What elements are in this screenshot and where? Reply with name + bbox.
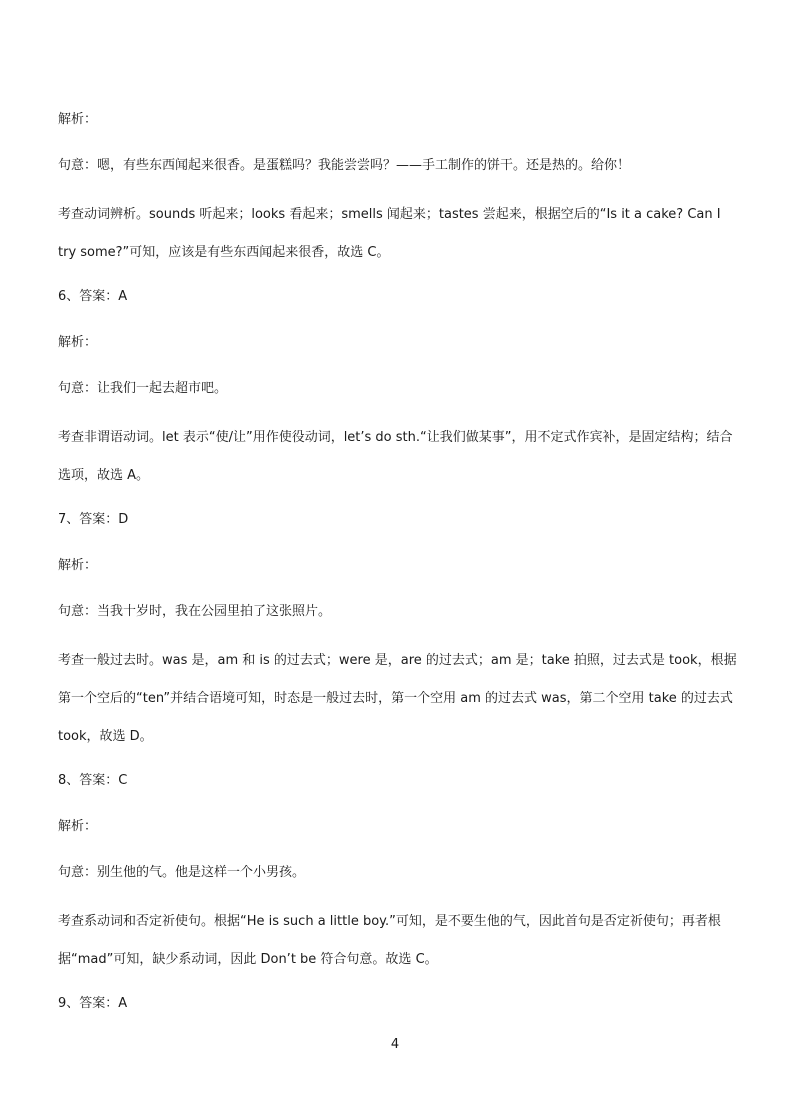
- answer-heading: 9、答案：A: [58, 996, 128, 1011]
- explanation-paragraph: 考查动词辨析。sounds 听起来；looks 看起来；smells 闻起来；tastes 尝起来，根据空后的“Is it a cake? Can I try some?”可知，应该是有些东西闻起来很香，故选 C。: [58, 207, 721, 260]
- analysis-label: 解析：: [58, 558, 98, 573]
- sentence-meaning: 句意：别生他的气。他是这样一个小男孩。: [58, 865, 306, 880]
- explanation-paragraph: 考查非谓语动词。let 表示“使/让”用作使役动词，let’s do sth.“让我们做某事”，用不定式作宾补，是固定结构；结合选项，故选 A。: [58, 430, 733, 483]
- explanation-paragraph: 考查一般过去时。was 是，am 和 is 的过去式；were 是，are 的过去式；am 是；take 拍照，过去式是 took，根据第一个空后的“ten”并结合语境可知，时态是一般过去时，第一个空用 am 的过去式 was，第二个空用 take 的过去式 took，故选 D。: [58, 653, 737, 744]
- sentence-meaning: 句意：当我十岁时，我在公园里拍了这张照片。: [58, 604, 332, 619]
- answer-heading: 8、答案：C: [58, 773, 128, 788]
- page-number: 4: [390, 1037, 400, 1052]
- analysis-label: 解析：: [58, 819, 98, 834]
- analysis-label: 解析：: [58, 335, 98, 350]
- answer-heading: 7、答案：D: [58, 512, 129, 527]
- analysis-label: 解析：: [58, 112, 98, 127]
- sentence-meaning: 句意：让我们一起去超市吧。: [58, 381, 228, 396]
- answer-heading: 6、答案：A: [58, 289, 128, 304]
- sentence-meaning: 句意：嗯，有些东西闻起来很香。是蛋糕吗？我能尝尝吗？——手工制作的饼干。还是热的。给你！: [58, 158, 631, 173]
- explanation-paragraph: 考查系动词和否定祈使句。根据“He is such a little boy.”可知，是不要生他的气，因此首句是否定祈使句；再者根据“mad”可知，缺少系动词，因此 Don’t be 符合句意。故选 C。: [58, 914, 721, 967]
